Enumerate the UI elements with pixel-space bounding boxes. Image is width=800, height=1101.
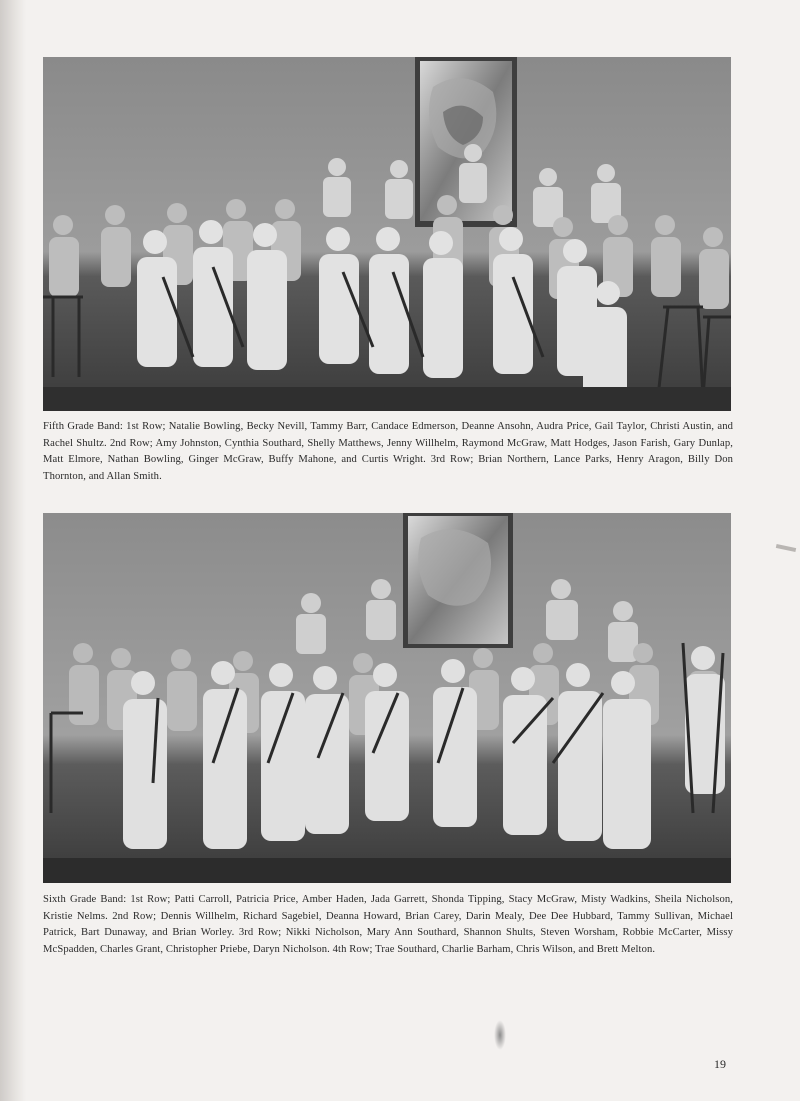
fifth-grade-band-caption: Fifth Grade Band: 1st Row; Natalie Bowling, Becky Nevill, Tammy Barr, Candace Edmerson, Deanne Ansohn, Audra Price, Gail Taylor, Christi Austin, and Rachel Shultz. 2nd Row; Amy Johnston, Cynthia Southard, Shelly Matthews, Jenny Willhelm, Raymond McGraw, Matt Hodges, Jason Farish, Gary Dunlap, Matt Elmore, Nathan Bowling, Ginger McGraw, Buffy Mahone, and Curtis Wright. 3rd Row; Brian Northern, Lance Parks, Henry Aragon, Billy Don Thornton, and Allan Smith. — [43, 421, 733, 482]
page-number: 19 — [714, 1057, 726, 1071]
sixth-grade-band-caption: Sixth Grade Band: 1st Row; Patti Carroll, Patricia Price, Amber Haden, Jada Garrett, Shonda Tipping, Stacy McGraw, Misty Wadkins, Sheila Nicholson, Kristie Nelms. 2nd Row; Dennis Willhelm, Richard Sagebiel, Deanna Howard, Brian Carey, Darin Mealy, Dee Dee Hubbard, Tammy Sullivan, Michael Patrick, Bart Dunaway, and Brian Worley. 3rd Row; Nikki Nicholson, Mary Ann Southard, Shannon Shults, Steven Worsham, Robbie McCarter, Missy McSpadden, Charles Grant, Christopher Priebe, Daryn Nicholson. 4th Row; Trae Southard, Charlie Barham, Chris Wilson, and Brett Melton. — [43, 894, 733, 955]
paper-edge-mark — [776, 544, 796, 552]
fifth-grade-band-photo-art — [43, 57, 731, 411]
fifth-grade-band-photo — [43, 57, 731, 411]
paper-smudge — [494, 1020, 506, 1050]
sixth-grade-band-photo-art — [43, 513, 731, 883]
sixth-grade-band-photo — [43, 513, 731, 883]
page-binding-shadow — [0, 0, 26, 1101]
